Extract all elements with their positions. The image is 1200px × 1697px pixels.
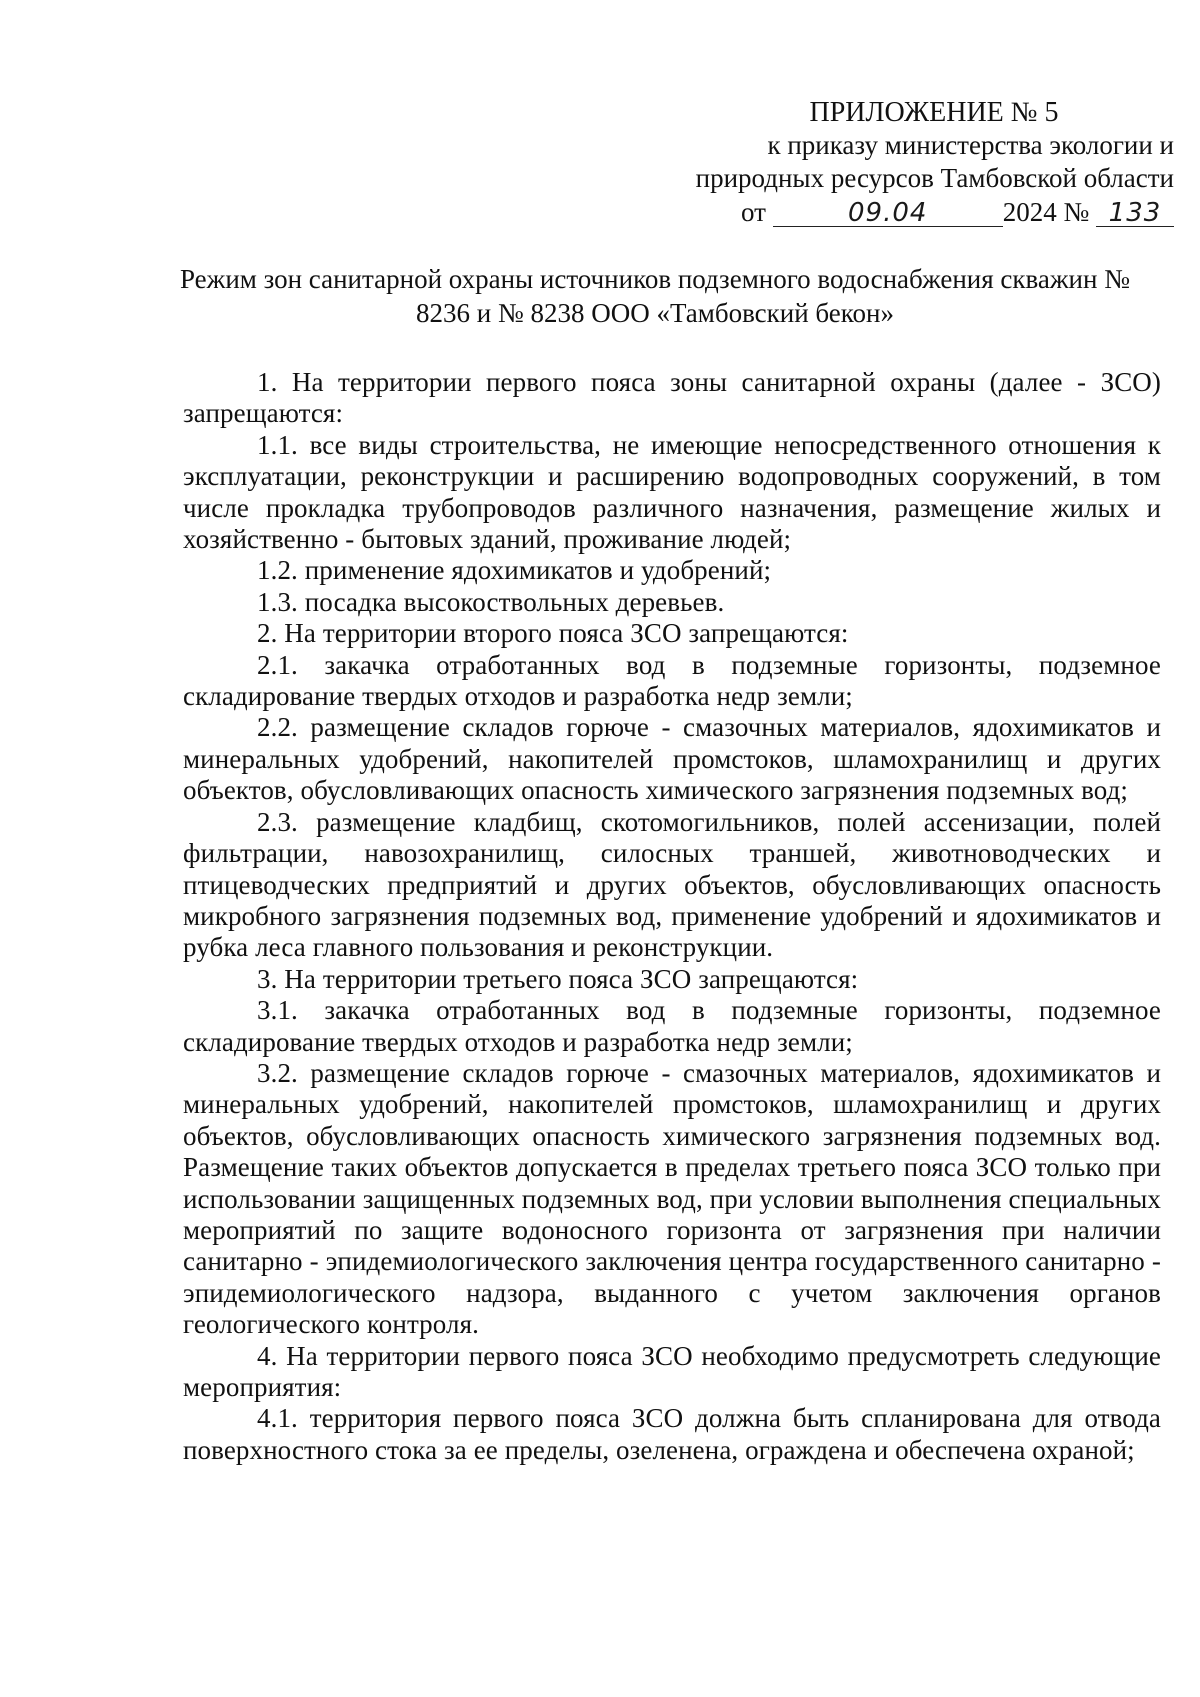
- paragraph-3: 3. На территории третьего пояса ЗСО запрещаются:: [257, 963, 859, 994]
- document-body: [183, 367, 1161, 1466]
- paragraph-3-2: 3.2. размещение складов горюче - смазочных материалов, ядохимикатов и минеральных удобрений, накопителей промстоков, шламохранилищ и других объектов, обусловливающих опасность химического загрязнения подземных вод. Размещение таких объектов допускается в пределах третьего пояса ЗСО только при использовании защищенных подземных вод, при условии выполнения специальных мероприятий по защите водоносного горизонта от загрязнения при наличии санитарно - эпидемиологического заключения центра государственного санитарно - эпидемиологического надзора, выданного с учетом заключения органов геологического контроля.: [183, 1057, 1161, 1340]
- paragraph-2-2: 2.2. размещение складов горюче - смазочных материалов, ядохимикатов и минеральных удобрений, накопителей промстоков, шламохранилищ и других объектов, обусловливающих опасность химического загрязнения подземных вод;: [183, 712, 1161, 806]
- order-reference-line-2: природных ресурсов Тамбовской области: [695, 163, 1174, 193]
- handwritten-date: 09.04: [773, 197, 1003, 230]
- document-title: Режим зон санитарной охраны источников подземного водоснабжения скважин № 8236 и № 8238 ООО «Тамбовский бекон»: [180, 264, 1130, 328]
- paragraph-1-2: 1.2. применение ядохимикатов и удобрений;: [257, 555, 772, 586]
- paragraph-2-1: 2.1. закачка отработанных вод в подземные горизонты, подземное складирование твердых отходов и разработка недр земли;: [183, 649, 1161, 712]
- order-year-number-label: 2024 №: [1002, 197, 1090, 227]
- date-prefix: от: [741, 197, 766, 227]
- paragraph-1-3: 1.3. посадка высокоствольных деревьев.: [257, 586, 725, 617]
- handwritten-order-number: 133: [1096, 197, 1174, 230]
- paragraph-2-3: 2.3. размещение кладбищ, скотомогильников, полей ассенизации, полей фильтрации, навозохранилищ, силосных траншей, животноводческих и птицеводческих предприятий и других объектов, обусловливающих опасность микробного загрязнения подземных вод, применение удобрений и ядохимикатов и рубка леса главного пользования и реконструкции.: [183, 806, 1161, 963]
- appendix-title: ПРИЛОЖЕНИЕ № 5: [809, 97, 1059, 128]
- paragraph-1-1: 1.1. все виды строительства, не имеющие непосредственного отношения к эксплуатации, реконструкции и расширению водопроводных сооружений, в том числе прокладка трубопроводов различного назначения, размещение жилых и хозяйственно - бытовых зданий, проживание людей;: [183, 429, 1161, 555]
- appendix-header: [654, 96, 1174, 230]
- paragraph-4: 4. На территории первого пояса ЗСО необходимо предусмотреть следующие мероприятия:: [183, 1340, 1161, 1402]
- paragraph-2: 2. На территории второго пояса ЗСО запрещаются:: [257, 618, 849, 649]
- paragraph-1: 1. На территории первого пояса зоны санитарной охраны (далее - ЗСО) запрещаются:: [183, 367, 1161, 429]
- order-reference-line-1: к приказу министерства экологии и: [767, 130, 1174, 160]
- paragraph-4-1: 4.1. территория первого пояса ЗСО должна быть спланирована для отвода поверхностного стока за ее пределы, озеленена, ограждена и обеспечена охраной;: [183, 1403, 1161, 1465]
- order-date-line: [654, 196, 1174, 230]
- paragraph-3-1: 3.1. закачка отработанных вод в подземные горизонты, подземное складирование твердых отходов и разработка недр земли;: [183, 995, 1161, 1057]
